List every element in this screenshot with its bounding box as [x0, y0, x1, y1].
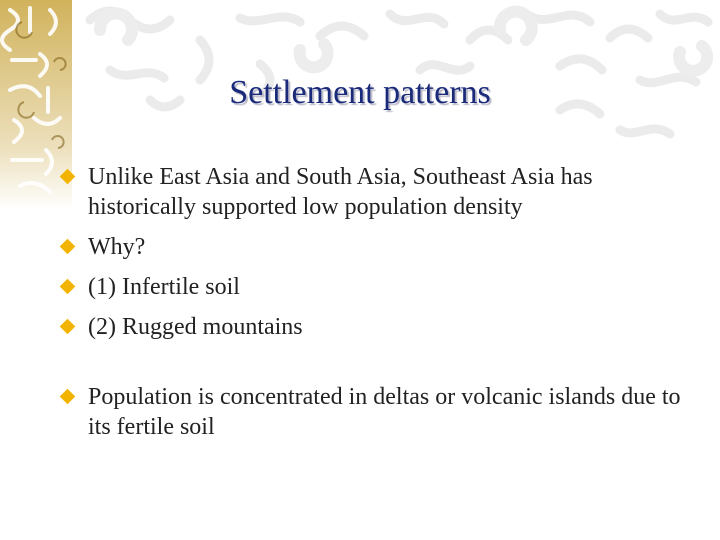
- bullet-list: [62, 162, 702, 452]
- bullet-item: [62, 272, 702, 302]
- diamond-bullet-icon: [60, 169, 76, 185]
- bullet-item: [62, 162, 702, 222]
- bullet-text: Unlike East Asia and South Asia, Southeast Asia has historically supported low population density: [88, 164, 593, 220]
- bullet-text: (1) Infertile soil: [88, 274, 240, 300]
- bullet-item: [62, 382, 702, 442]
- diamond-bullet-icon: [60, 389, 76, 405]
- bullet-text: Population is concentrated in deltas or volcanic islands due to its fertile soil: [88, 384, 681, 440]
- bullet-item: [62, 312, 702, 342]
- diamond-bullet-icon: [60, 319, 76, 335]
- diamond-bullet-icon: [60, 239, 76, 255]
- bullet-text: (2) Rugged mountains: [88, 314, 303, 340]
- bullet-item: [62, 232, 702, 262]
- bullet-text: Why?: [88, 234, 146, 260]
- slide-title: Settlement patterns: [229, 74, 491, 111]
- diamond-bullet-icon: [60, 279, 76, 295]
